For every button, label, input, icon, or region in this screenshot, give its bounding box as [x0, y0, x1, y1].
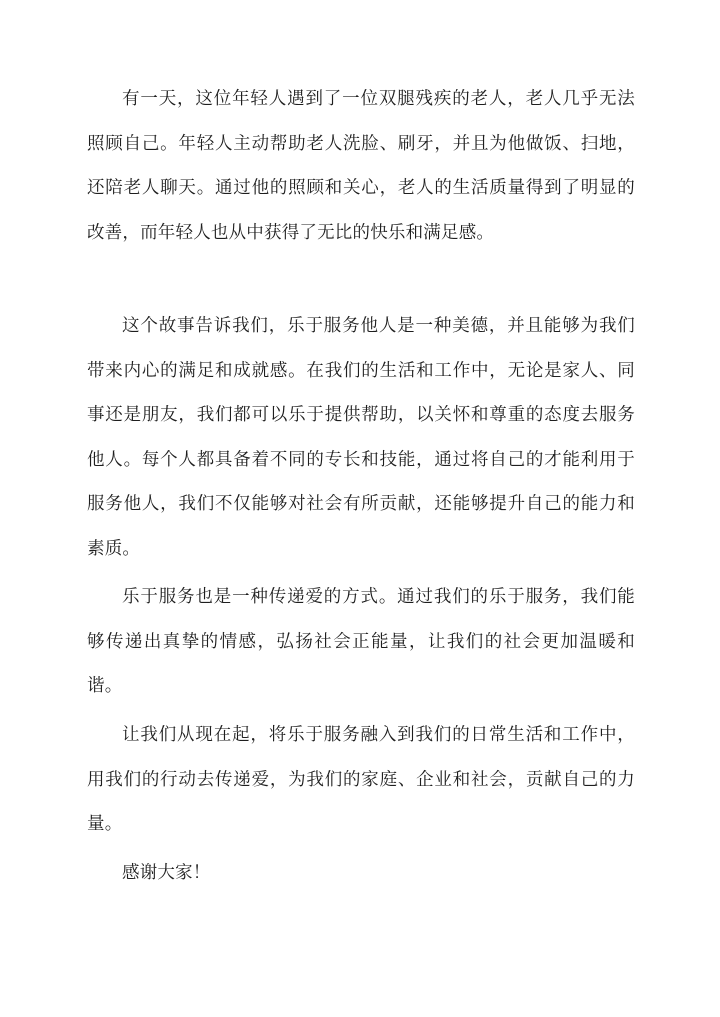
paragraph-story: 有一天，这位年轻人遇到了一位双腿残疾的老人，老人几乎无法照顾自己。年轻人主动帮助老人洗脸、刷牙，并且为他做饭、扫地，还陪老人聊天。通过他的照顾和关心，老人的生活质量得到了明显的改善，而年轻人也从中获得了无比的快乐和满足感。: [87, 89, 635, 243]
paragraph-spread-love: 乐于服务也是一种传递爱的方式。通过我们的乐于服务，我们能够传递出真挚的情感，弘扬社会正能量，让我们的社会更加温暖和谐。: [87, 587, 635, 696]
paragraph-thanks: 感谢大家！: [122, 863, 211, 883]
paragraph-call-to-action: 让我们从现在起，将乐于服务融入到我们的日常生活和工作中，用我们的行动去传递爱，为我们的家庭、企业和社会，贡献自己的力量。: [87, 725, 635, 834]
paragraph-lesson: 这个故事告诉我们，乐于服务他人是一种美德，并且能够为我们带来内心的满足和成就感。在我们的生活和工作中，无论是家人、同事还是朋友，我们都可以乐于提供帮助，以关怀和尊重的态度去服务他人。每个人都具备着不同的专长和技能，通过将自己的才能利用于服务他人，我们不仅能够对社会有所贡献，还能够提升自己的能力和素质。: [87, 316, 635, 559]
